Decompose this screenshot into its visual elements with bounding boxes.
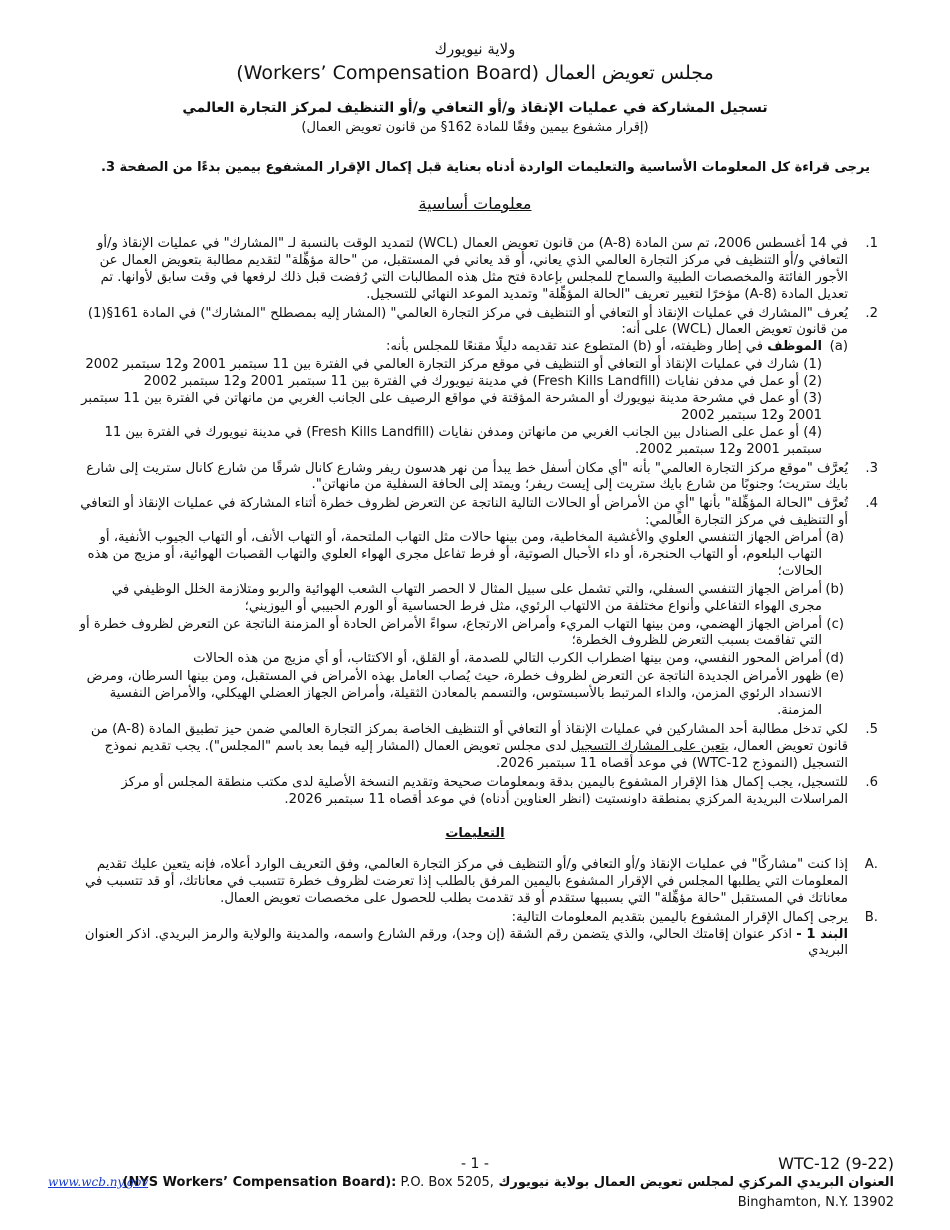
list-item: 2. يُعرف "المشارك في عمليات الإنقاذ أو التعافي أو التنظيف في مركز التجارة العالمي" (المشار إليه بمصطلح "المشارك") في المادة 161§(1) من قانون تعويض العمال (WCL) على أنه: (a) الموظف في إطار وظيفته، أو (b) المتطوع عند تقديمه دليلًا مقنعًا للمجلس بأنه: (1) شارك في عمليات الإنقاذ أو التعافي أو التنظيف في موقع مركز التجارة العالمي في الفترة بين 11 سبتمبر 2001 و12 سبتمبر 2002 (2) أو عمل في مدفن نفايات (Fresh Kills Landfill) في مدينة نيويورك في الفترة بين 11 سبتمبر 2001 و12 سبتمبر 2002 (3) أو عمل في مشرحة مدينة نيويورك أو المشرحة المؤقتة في مواقع الرصيف على الجانب الغربي من مانهاتن في الفترة بين 11 سبتمبر 2001 و12 سبتمبر 2002 (4) أو عمل على الصنادل بين الجانب الغربي من مانهاتن ومدفن نفايات (Fresh Kills Landfill) في مدينة نيويورك في الفترة بين 11 سبتمبر 2001 و12 سبتمبر 2002. <box>78 306 878 459</box>
item-1-instruction: البند 1 - اذكر عنوان إقامتك الحالي، والذي يتضمن رقم الشقة (إن وجد)، ورقم الشارع واسمه، والمدينة والولاية والرمز البريدي. اذكر العنوان البريدي <box>84 926 848 959</box>
instructions-section <box>78 857 878 962</box>
intro-note: يرجى قراءة كل المعلومات الأساسية والتعليمات الواردة أدناه بعناية قبل إكمال الإقرار المشفوع بيمين بدءًا من الصفحة 3. <box>101 160 870 175</box>
list-item: 1. في 14 أغسطس 2006، تم سن المادة (8-A) من قانون تعويض العمال (WCL) لتمديد الوقت بالنسبة لـ "المشارك" في عمليات الإنقاذ و/أو التعافي و/أو التنظيف في مركز التجارة العالمي الذي يعاني، أو قد يعاني في المستقبل، من "حالة مؤهِّلة" لتقديم مطالبة بتعويض العمال عن الأجور الفائتة والمخصصات الطبية والسماح للمجلس بإعادة فتح مثل هذه المطالبات التي رُفضت قبل ذلك لرفعها في وقت سابق لأوانها. تم تعديل المادة (8-A) مؤخرًا لتغيير تعريف "الحالة المؤهِّلة" وتمديد الموعد النهائي للتسجيل. <box>96 236 878 302</box>
sub-item: (4) أو عمل على الصنادل بين الجانب الغربي من مانهاتن ومدفن نفايات (Fresh Kills Landfill) في مدينة نيويورك في الفترة بين 11 سبتمبر 2001 و12 سبتمبر 2002. <box>104 424 822 457</box>
condition-item: (a) أمراض الجهاز التنفسي العلوي والأغشية المخاطية، ومن بينها حالات مثل التهاب الملتحمة، أو التهاب الأنف، أو التهاب الجيوب الأنفية، أو التهاب البلعوم، أو التهاب الحنجرة، أو داء الأحبال الصوتية، أو فرط تفاعل مجرى الهواء العلوي والتهاب القصبات الهوائية، أو مزيج من هذه الحالات؛ <box>87 530 844 579</box>
condition-item: (d) أمراض المحور النفسي، ومن بينها اضطراب الكرب التالي للصدمة، أو القلق، أو الاكتئاب، أو أي مزيج من هذه الحالات <box>193 651 844 667</box>
document-title: تسجيل المشاركة في عمليات الإنقاذ و/أو التعافي و/أو التنظيف لمركز التجارة العالمي <box>182 100 768 116</box>
website-link[interactable]: www.wcb.ny.gov <box>48 1175 149 1189</box>
basic-info-heading: معلومات أساسية <box>418 194 532 213</box>
header-state: ولاية نيويورك <box>434 40 516 58</box>
condition-item: (b) أمراض الجهاز التنفسي السفلي، والتي تشمل على سبيل المثال لا الحصر التهاب الشعب الهوائية والربو ومتلازمة الخلل الوظيفي في مجرى الهواء التفاعلي وأنواع مختلفة من الالتهاب الرئوي، مثل فرط الحساسية أو الورم الحبيبي أو اليوزيني؛ <box>111 581 844 614</box>
basic-info-section <box>78 236 878 810</box>
instructions-heading: التعليمات <box>445 826 505 841</box>
mailing-address: العنوان البريدي المركزي لمجلس تعويض العمال بولاية نيويورك (NYS Workers’ Compensation Board): P.O. Box 5205, <box>122 1175 894 1190</box>
form-code: WTC-12 (9-22) <box>778 1154 894 1173</box>
document-subtitle: (إقرار مشفوع بيمين وفقًا للمادة 162§ من قانون تعويض العمال) <box>301 120 649 135</box>
condition-item: (c) أمراض الجهاز الهضمي، ومن بينها التهاب المريء وأمراض الارتجاع، سواءً الأمراض الحادة أو المزمنة الناتجة عن التعرض لظروف خطرة أو التي تفاقمت بسبب التعرض للظروف الخطرة؛ <box>79 616 844 649</box>
sub-item: (2) أو عمل في مدفن نفايات (Fresh Kills Landfill) في مدينة نيويورك في الفترة بين 11 سبتمبر 2001 و12 سبتمبر 2002 <box>143 374 822 390</box>
list-item: .B يرجى إكمال الإقرار المشفوع باليمين بتقديم المعلومات التالية: البند 1 - اذكر عنوان إقامتك الحالي، والذي يتضمن رقم الشقة (إن وجد)، ورقم الشارع واسمه، والمدينة والولاية والرمز البريدي. اذكر العنوان البريدي <box>78 910 878 961</box>
mailing-address-city: Binghamton, N.Y. 13902 <box>737 1195 894 1210</box>
page-number: - 1 - <box>461 1156 489 1172</box>
sub-item: (a) الموظف في إطار وظيفته، أو (b) المتطوع عند تقديمه دليلًا مقنعًا للمجلس بأنه: <box>386 339 848 355</box>
list-item: 6. للتسجيل، يجب إكمال هذا الإقرار المشفوع باليمين بدقة وبمعلومات صحيحة وتقديم النسخة الأصلية لدى مكتب منطقة المجلس أو مركز المراسلات البريدية المركزي بمنطقة داونستيت (انظر العناوين أدناه) في موعد أقصاه 11 سبتمبر 2026. <box>121 774 878 807</box>
list-item: .A إذا كنت "مشاركًا" في عمليات الإنقاذ و/أو التعافي و/أو التنظيف في مركز التجارة العالمي، وفق التعريف الوارد أعلاه، فإنه يتعين عليك تقديم المعلومات التي يطلبها المجلس في الإقرار المشفوع باليمين المرفق بالطلب إذا تعرضت لظروف خطرة تتسبب في معاناتك، أو قد تتسبب في معاناتك في المستقبل "حالة مؤهِّلة" التي بسببها ستقدم أو قد تقدمت بطلب للحصول على مخصصات تعويض العمال. <box>84 857 878 906</box>
list-item: 5. لكي تدخل مطالبة أحد المشاركين في عمليات الإنقاذ أو التعافي أو التنظيف الخاصة بمركز التجارة العالمي ضمن حيز تطبيق المادة (8-A) من قانون تعويض العمال، يتعين على المشارك التسجيل لدى مجلس تعويض العمال (المشار إليه فيما بعد باسم "المجلس"). يجب تقديم نموذج التسجيل (النموذج WTC-12) في موعد أقصاه 11 سبتمبر 2026. <box>90 721 878 771</box>
header-board: مجلس تعويض العمال (Workers’ Compensation Board) <box>236 62 714 84</box>
sub-item: (3) أو عمل في مشرحة مدينة نيويورك أو المشرحة المؤقتة في مواقع الرصيف على الجانب الغربي من مانهاتن في الفترة بين 11 سبتمبر 2001 و12 سبتمبر 2002 <box>81 391 822 423</box>
list-item: 3. يُعرَّف "موقع مركز التجارة العالمي" بأنه "أي مكان أسفل خط يبدأ من نهر هدسون ريفر وشارع كانال شرقًا من شارع كانال ستريت إلى شارع بايك ستريت؛ وجنوبًا من شارع بايك ستريت إلى إيست ريفر؛ ويمتد إلى الحافة السفلية من مانهاتن". <box>86 460 878 493</box>
sub-item: (1) شارك في عمليات الإنقاذ أو التعافي أو التنظيف في موقع مركز التجارة العالمي في الفترة بين 11 سبتمبر 2001 و12 سبتمبر 2002 <box>85 357 822 373</box>
condition-item: (e) ظهور الأمراض الجديدة الناتجة عن التعرض لظروف خطرة، حيث يُصاب العامل بهذه الأمراض في المستقبل، ومن بينها السرطان، ومرض الانسداد الرئوي المزمن، والداء المرتبط بالأسبستوس، والتسمم بالمعادن الثقيلة، وأمراض الجهاز العضلي الهيكلي، والأمراض النفسية المزمنة. <box>86 669 844 719</box>
list-item: 4. تُعرَّف "الحالة المؤهِّلة" بأنها "أيٍ من الأمراض أو الحالات التالية الناتجة عن التعرض لظروف خطرة أثناء المشاركة في عمليات الإنقاذ أو التعافي أو التنظيف في مركز التجارة العالمي: (a) أمراض الجهاز التنفسي العلوي والأغشية المخاطية، ومن بينها حالات مثل التهاب الملتحمة، أو التهاب الأنف، أو التهاب الجيوب الأنفية، أو التهاب البلعوم، أو التهاب الحنجرة، أو داء الأحبال الصوتية، أو فرط تفاعل مجرى الهواء العلوي والتهاب القصبات الهوائية، أو مزيج من هذه الحالات؛ (b) أمراض الجهاز التنفسي السفلي، والتي تشمل على سبيل المثال لا الحصر التهاب الشعب الهوائية والربو ومتلازمة الخلل الوظيفي في مجرى الهواء التفاعلي وأنواع مختلفة من الالتهاب الرئوي، مثل فرط الحساسية أو الورم الحبيبي أو اليوزيني؛ (c) أمراض الجهاز الهضمي، ومن بينها التهاب المريء وأمراض الارتجاع، سواءً الأمراض الحادة أو المزمنة الناتجة عن التعرض لظروف خطرة أو التي تفاقمت بسبب التعرض للظروف الخطرة؛ (d) أمراض المحور النفسي، ومن بينها اضطراب الكرب التالي للصدمة، أو القلق، أو الاكتئاب، أو أي مزيج من هذه الحالات (e) ظهور الأمراض الجديدة الناتجة عن التعرض لظروف خطرة، حيث يُصاب العامل بهذه الأمراض في المستقبل، ومن بينها السرطان، ومرض الانسداد الرئوي المزمن، والداء المرتبط بالأسبستوس، والتسمم بالمعادن الثقيلة، وأمراض الجهاز العضلي الهيكلي، والأمراض النفسية المزمنة. <box>79 496 878 719</box>
